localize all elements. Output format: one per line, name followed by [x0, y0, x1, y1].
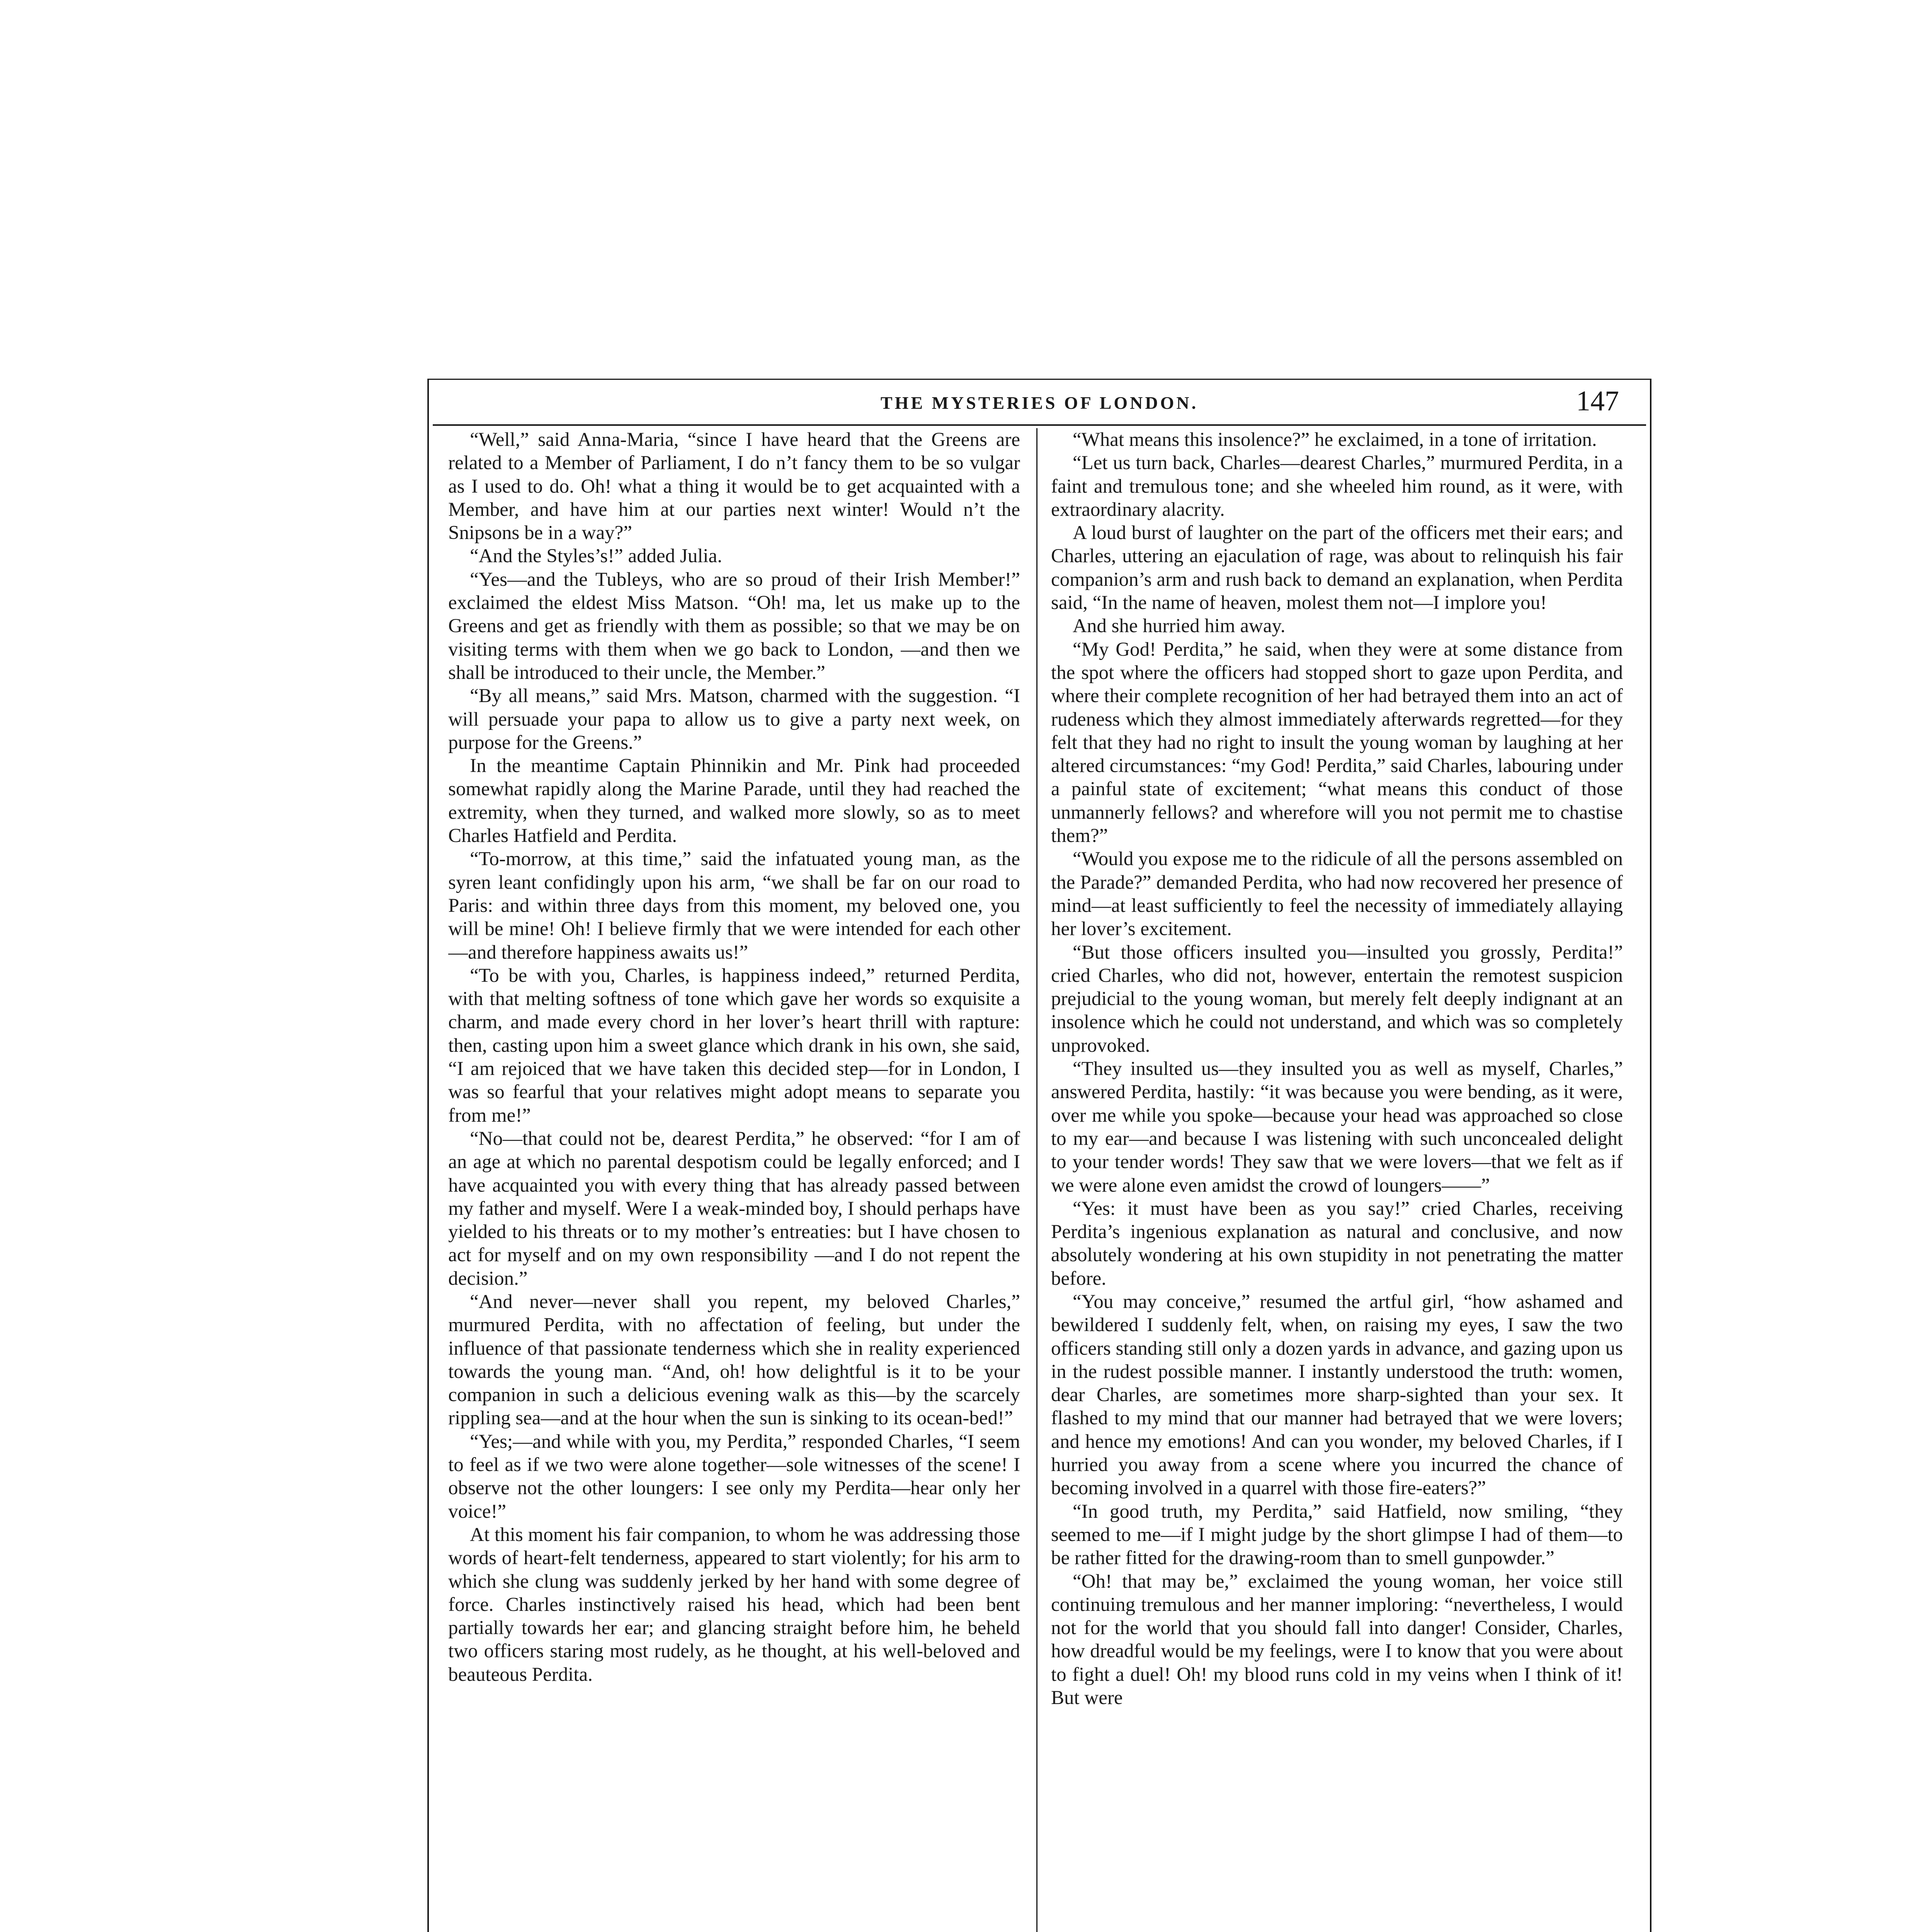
running-title: THE MYSTERIES OF LONDON. [880, 393, 1199, 413]
column-divider [1036, 428, 1037, 1932]
paragraph: “And never—never shall you repent, my beloved Charles,” murmured Perdita, with no affectation of feeling, but under the influence of that passionate tenderness which she in reality experienced towards the young man. “And, oh! how delightful is it to be your companion in such a delicious evening walk as this—by the scarcely rippling sea—and at the hour when the sun is sinking to its ocean-bed!” [448, 1291, 1020, 1429]
right-column [1051, 428, 1623, 1932]
page-header [433, 383, 1646, 425]
paragraph: In the meantime Captain Phinnikin and Mr. Pink had proceeded somewhat rapidly along the Marine Parade, until they had reached the extremity, when they turned, and walked more slowly, so as to meet Charles Hatfield and Perdita. [448, 755, 1020, 847]
paragraph: “By all means,” said Mrs. Matson, charmed with the suggestion. “I will persuade your papa to allow us to give a party next week, on purpose for the Greens.” [448, 685, 1020, 753]
paragraph: “To be with you, Charles, is happiness indeed,” returned Perdita, with that melting softness of tone which gave her words so exquisite a charm, and made every chord in her lover’s heart thrill with rapture: then, casting upon him a sweet glance which drank in his own, she said, “I am rejoiced that we have taken this decided step—for in London, I was so fearful that your relatives might adopt means to separate you from me!” [448, 964, 1020, 1126]
paragraph: “Oh! that may be,” exclaimed the young woman, her voice still continuing tremulous and her manner imploring: “nevertheless, I would not for the world that you should fall into danger! Consider, Charles, how dreadful would be my feelings, were I to know that you were about to fight a duel! Oh! my blood runs cold in my veins when I think of it! But were [1051, 1570, 1623, 1709]
paragraph: “But those officers insulted you—insulted you grossly, Perdita!” cried Charles, who did not, however, entertain the remotest suspicion prejudicial to the young woman, but merely felt deeply indignant at an insolence which he could not understand, and which was so completely unprovoked. [1051, 941, 1623, 1056]
paragraph: A loud burst of laughter on the part of the officers met their ears; and Charles, uttering an ejaculation of rage, was about to relinquish his fair companion’s arm and rush back to demand an explanation, when Perdita said, “In the name of heaven, molest them not—I implore you! [1051, 522, 1623, 614]
left-column [448, 428, 1020, 1932]
book-page [433, 383, 1646, 1932]
paragraph: “Yes;—and while with you, my Perdita,” responded Charles, “I seem to feel as if we two were alone together—sole witnesses of the scene! I observe not the other loungers: I see only my Perdita—hear only her voice!” [448, 1430, 1020, 1522]
page-frame-top-rule [427, 379, 1651, 380]
paragraph: And she hurried him away. [1073, 615, 1286, 637]
page-number: 147 [1576, 385, 1619, 417]
paragraph: “My God! Perdita,” he said, when they were at some distance from the spot where the officers had stopped short to gaze upon Perdita, and where their complete recognition of her had betrayed them into an act of rudeness which they almost immediately afterwards regretted—for they felt that they had no right to insult the young woman by laughing at her altered circumstances: “my God! Perdita,” said Charles, labouring under a painful state of excitement; “what means this conduct of those unmannerly fellows? and wherefore will you not permit me to chastise them?” [1051, 638, 1623, 847]
paragraph: “You may conceive,” resumed the artful girl, “how ashamed and bewildered I suddenly felt, when, on raising my eyes, I saw the two officers standing still only a dozen yards in advance, and gazing upon us in the rudest possible manner. I instantly understood the truth: women, dear Charles, are sometimes more sharp-sighted than your sex. It flashed to my mind that our manner had betrayed that we were lovers; and hence my emotions! And can you wonder, my beloved Charles, if I hurried you away from a scene where you incurred the chance of becoming involved in a quarrel with those fire-eaters?” [1051, 1291, 1623, 1499]
paragraph: “In good truth, my Perdita,” said Hatfield, now smiling, “they seemed to me—if I might judge by the short glimpse I had of them—to be rather fitted for the drawing-room than to smell gunpowder.” [1051, 1500, 1623, 1569]
paragraph: “Would you expose me to the ridicule of all the persons assembled on the Parade?” demanded Perdita, who had now recovered her presence of mind—at least sufficiently to feel the necessity of immediately allaying her lover’s excitement. [1051, 848, 1623, 940]
paragraph: “They insulted us—they insulted you as well as myself, Charles,” answered Perdita, hastily: “it was because you were bending, as it were, over me while you spoke—because your head was approached so close to my ear—and because I was listening with such unconcealed delight to your tender words! They saw that we were lovers—that we felt as if we were alone even amidst the crowd of loungers——” [1051, 1058, 1623, 1196]
paragraph: “Well,” said Anna-Maria, “since I have heard that the Greens are related to a Member of Parliament, I do n’t fancy them to be so vulgar as I used to do. Oh! what a thing it would be to get acquainted with a Member, and have him at our parties next winter! Would n’t the Snipsons be in a way?” [448, 429, 1020, 544]
paragraph: “Let us turn back, Charles—dearest Charles,” murmured Perdita, in a faint and tremulous tone; and she wheeled him round, as it were, with extraordinary alacrity. [1051, 452, 1623, 520]
paragraph: “No—that could not be, dearest Perdita,” he observed: “for I am of an age at which no parental despotism could be legally enforced; and I have acquainted you with every thing that has already passed between my father and myself. Were I a weak-minded boy, I should perhaps have yielded to his threats or to my mother’s entreaties: but I have chosen to act for myself and on my own responsibility —and I do not repent the decision.” [448, 1128, 1020, 1289]
paragraph: “Yes: it must have been as you say!” cried Charles, receiving Perdita’s ingenious explanation as natural and conclusive, and now absolutely wondering at his own stupidity in not penetrating the matter before. [1051, 1197, 1623, 1289]
header-rule [433, 424, 1646, 426]
paragraph: “To-morrow, at this time,” said the infatuated young man, as the syren leant confidingly upon his arm, “we shall be far on our road to Paris: and within three days from this moment, my beloved one, you will be mine! Oh! I believe firmly that we were intended for each other—and therefore happiness awaits us!” [448, 848, 1020, 963]
paragraph: “And the Styles’s!” added Julia. [470, 545, 722, 567]
paragraph: At this moment his fair companion, to whom he was addressing those words of heart-felt tenderness, appeared to start violently; for his arm to which she clung was suddenly jerked by her hand with some degree of force. Charles instinctively raised his head, which had been bent partially towards her ear; and glancing straight before him, he beheld two officers staring most rudely, as he thought, at his well-beloved and beauteous Perdita. [448, 1524, 1020, 1685]
paragraph: “What means this insolence?” he exclaimed, in a tone of irritation. [1073, 429, 1597, 451]
page-frame-right-rule [1650, 379, 1651, 1932]
page-frame-left-rule [427, 379, 429, 1932]
paragraph: “Yes—and the Tubleys, who are so proud of their Irish Member!” exclaimed the eldest Miss Matson. “Oh! ma, let us make up to the Greens and get as friendly with them as possible; so that we may be on visiting terms with them when we go back to London, —and then we shall be introduced to their uncle, the Member.” [448, 568, 1020, 684]
